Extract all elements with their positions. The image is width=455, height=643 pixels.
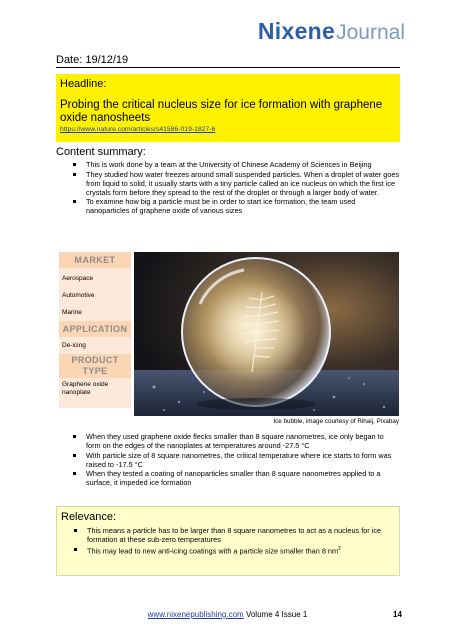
market-item-automotive: Automotive — [62, 292, 95, 299]
detail-bullet: When they tested a coating of nanoparticles smaller than 8 square nanometres applied to a surface, it impeded ice formation — [66, 469, 400, 487]
headline-label: Headline: — [60, 78, 107, 90]
date-line: Date: 19/12/19 — [56, 54, 400, 68]
detail-bullet: When they used graphene oxide flecks smaller than 8 square nanometres, ice only began to form on the edges of the nanoplates at temperatures around -27.5 °C — [66, 432, 400, 450]
product-type-line1: PRODUCT — [71, 355, 119, 365]
market-item-marine: Marine — [62, 309, 82, 316]
market-heading: MARKET — [59, 252, 131, 268]
product-type-line2: TYPE — [82, 366, 108, 376]
headline-title: Probing the critical nucleus size for ice formation with graphene oxide nanosheets — [60, 99, 383, 124]
product-type-item: Graphene oxide nanoplate — [62, 381, 109, 396]
relevance-bullet-list — [67, 526, 395, 555]
page-footer — [0, 610, 455, 619]
relevance-bullet — [67, 545, 395, 555]
summary-bullet: This is work done by a team at the University of Chinese Academy of Sciences in Beijing — [66, 160, 400, 169]
relevance-bullet-text: This may lead to new anti-icing coatings with a particle size smaller than 8 nm — [87, 545, 339, 555]
summary-bullet-list — [66, 160, 400, 216]
image-caption: Ice bubble, image courtesy of Rihaij, Pixabay — [273, 418, 399, 425]
relevance-bullet: This means a particle has to be larger than 8 square nanometres to act as a nucleus for ice formation at these sub-zero temperatures — [67, 526, 395, 544]
summary-bullet: To examine how big a particle must be in order to start ice formation, the team used nanoparticles of graphene oxide of various sizes — [66, 197, 400, 215]
detail-bullet: With particle size of 8 square nanometres, the critical temperature where ice starts to form was raised to -17.5 °C — [66, 451, 400, 469]
relevance-title: Relevance: — [61, 511, 117, 523]
logo-nixene: Nixene — [257, 18, 336, 44]
market-item-aerospace: Aerospace — [62, 275, 94, 282]
ice-bubble-illustration — [134, 252, 399, 416]
summary-bullet: They studied how water freezes around small suspended particles. When a droplet of water goes from liquid to solid, it usually starts with a tiny particle called an ice nucleus on which the first ice crystals form before they spread to the rest of the droplet or through a larger body of water. — [66, 170, 400, 197]
category-sidebar — [59, 252, 131, 408]
relevance-bullet-superscript: 2 — [338, 545, 341, 552]
headline-box — [56, 74, 400, 142]
detail-bullet-list — [66, 432, 400, 488]
product-type-heading — [59, 354, 131, 378]
footer-website-link[interactable]: www.nixenepublishing.com — [147, 610, 244, 619]
content-summary-title: Content summary: — [56, 146, 146, 158]
ice-bubble-photo — [134, 252, 399, 416]
relevance-box — [56, 506, 400, 576]
journal-logo — [258, 18, 405, 45]
logo-journal: Journal — [336, 21, 405, 44]
page-number: 14 — [393, 610, 402, 619]
application-item-deicing: De-icing — [62, 342, 86, 349]
footer-issue: Volume 4 Issue 1 — [245, 610, 308, 619]
article-link[interactable]: https://www.nature.com/articles/s41586-019-1827-6 — [60, 126, 216, 133]
application-heading: APPLICATION — [59, 321, 131, 337]
